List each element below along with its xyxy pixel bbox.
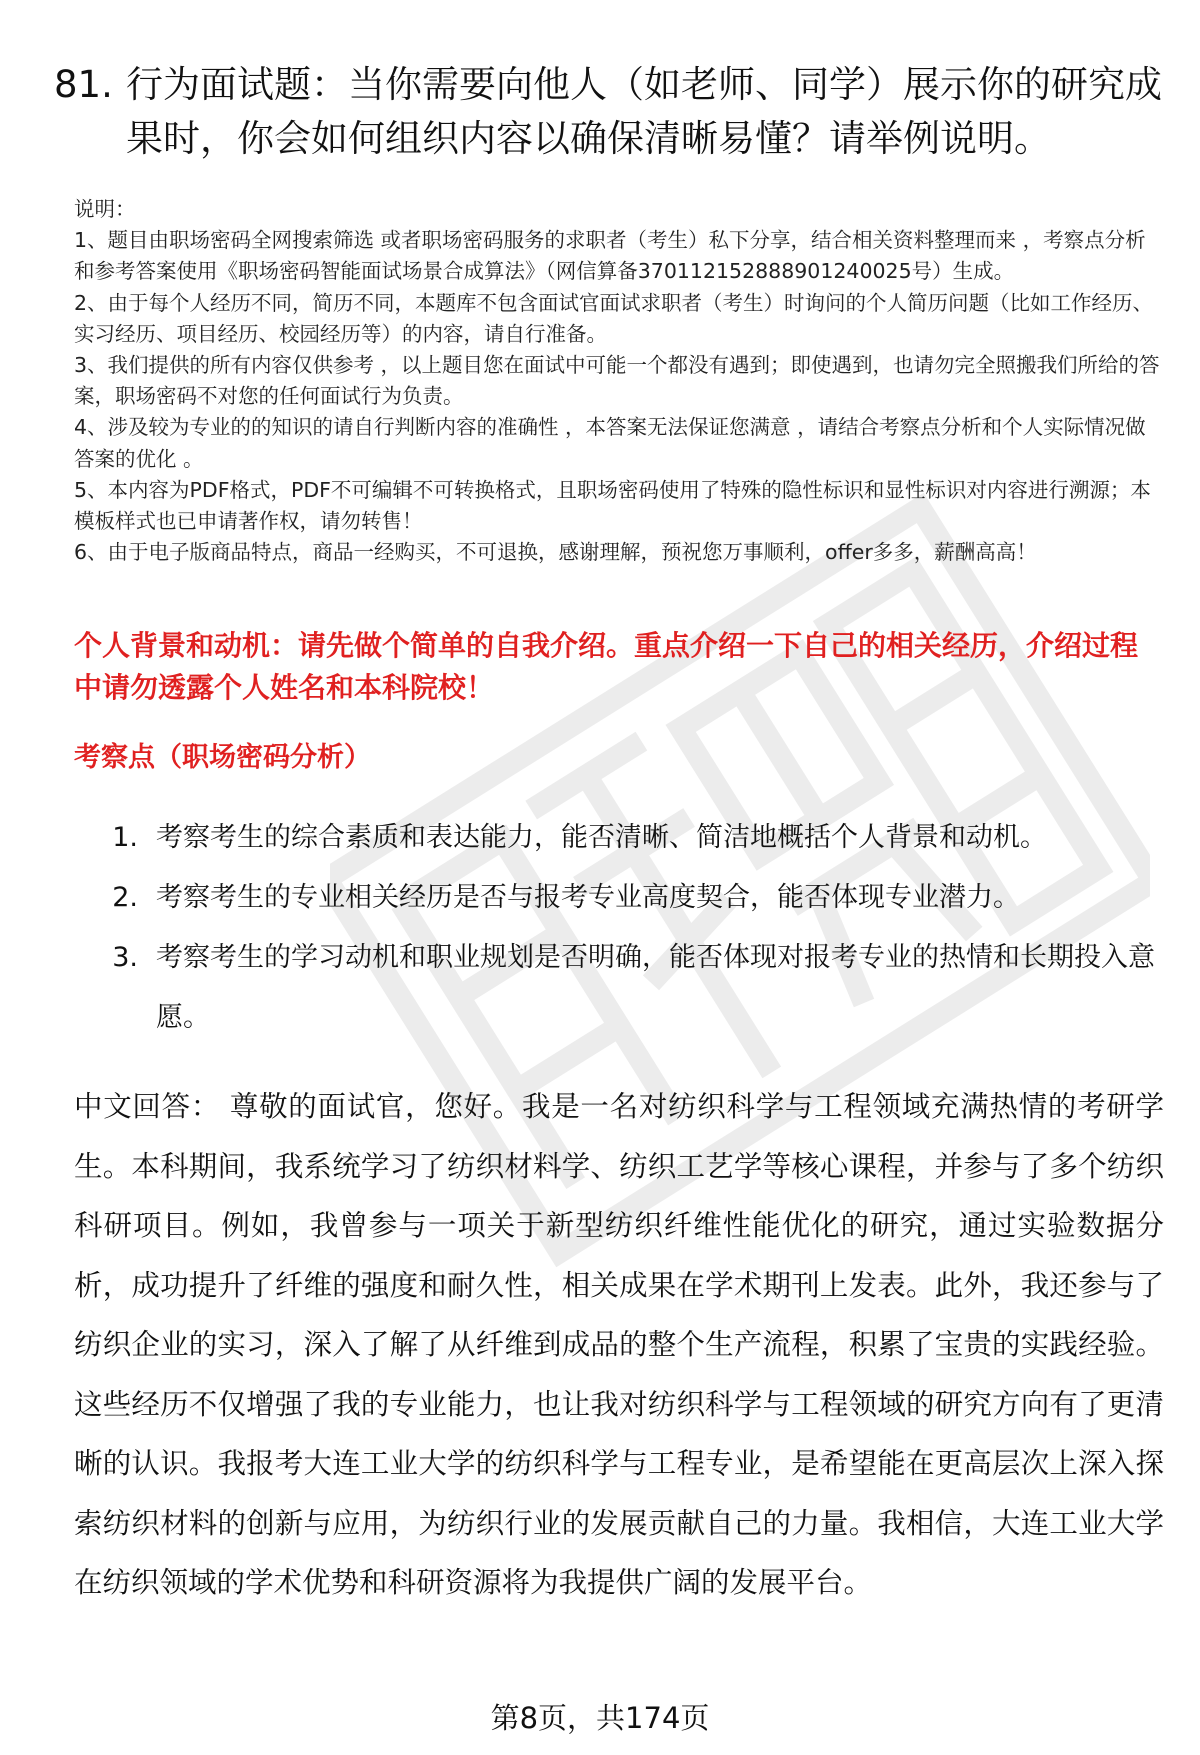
analysis-points xyxy=(74,808,1164,1048)
note-item: 2、由于每个人经历不同，简历不同，本题库不包含面试官面试求职者（考生）时询问的个人简历问题（比如工作经历、实习经历、项目经历、校园经历等）的内容，请自行准备。 xyxy=(74,290,1154,346)
note-item: 1、题目由职场密码全网搜索筛选 或者职场密码服务的求职者（考生）私下分享，结合相关资料整理而来 ，考察点分析和参考答案使用《职场密码智能面试场景合成算法》（网信算备370112152888901240025号）生成。 xyxy=(74,228,1146,284)
background-heading: 个人背景和动机：请先做个简单的自我介绍。重点介绍一下自己的相关经历，介绍过程中请勿透露个人姓名和本科院校！ xyxy=(74,629,1139,704)
note-item: 4、涉及较为专业的的知识的请自行判断内容的准确性 ，本答案无法保证您满意 ，请结合考察点分析和个人实际情况做答案的优化 。 xyxy=(74,415,1146,471)
note-item: 5、本内容为PDF格式，PDF不可编辑不可转换格式，且职场密码使用了特殊的隐性标识和显性标识对内容进行溯源；本模板样式也已申请著作权，请勿转售！ xyxy=(74,477,1151,534)
answer-text: 尊敬的面试官，您好。我是一名对纺织科学与工程领域充满热情的考研学生。本科期间，我系统学习了纺织材料学、纺织工艺学等核心课程，并参与了多个纺织科研项目。例如，我曾参与一项关于新型纺织纤维性能优化的研究，通过实验数据分析，成功提升了纤维的强度和耐久性，相关成果在学术期刊上发表。此外，我还参与了纺织企业的实习，深入了解了从纤维到成品的整个生产流程，积累了宝贵的实践经验。这些经历不仅增强了我的专业能力，也让我对纺织科学与工程领域的研究方向有了更清晰的认识。我报考大连工业大学的纺织科学与工程专业，是希望能在更高层次上深入探索纺织材料的创新与应用，为纺织行业的发展贡献自己的力量。我相信，大连工业大学在纺织领域的学术优势和科研资源将为我提供广阔的发展平台。 xyxy=(74,1090,1164,1599)
note-item: 6、由于电子版商品特点，商品一经购买，不可退换，感谢理解，预祝您万事顺利，offer多多，薪酬高高！ xyxy=(74,540,1037,565)
answer-label: 中文回答： xyxy=(74,1090,221,1123)
list-item xyxy=(74,868,1164,928)
list-item-number: 3. xyxy=(112,942,138,973)
list-item-text: 考察考生的专业相关经历是否与报考专业高度契合，能否体现专业潜力。 xyxy=(156,882,1020,913)
notes-title: 说明： xyxy=(74,197,136,221)
list-item xyxy=(74,808,1164,868)
list-item-text: 考察考生的综合素质和表达能力，能否清晰、简洁地概括个人背景和动机。 xyxy=(156,822,1047,853)
analysis-heading: 考察点（职场密码分析） xyxy=(74,742,371,773)
list-item xyxy=(74,928,1164,1048)
notes-section xyxy=(74,194,1164,568)
answer-paragraph xyxy=(74,1077,1164,1613)
list-item-number: 2. xyxy=(112,882,138,913)
question-heading xyxy=(54,58,1164,166)
list-item-number: 1. xyxy=(112,822,138,853)
question-number: 81. xyxy=(54,63,113,106)
page-footer: 第8页，共174页 xyxy=(490,1701,710,1735)
note-item: 3、我们提供的所有内容仅供参考 ，以上题目您在面试中可能一个都没有遇到；即使遇到，也请勿完全照搬我们所给的答案，职场密码不对您的任何面试行为负责。 xyxy=(74,353,1160,409)
list-item-text: 考察考生的学习动机和职业规划是否明确，能否体现对报考专业的热情和长期投入意愿。 xyxy=(156,942,1155,1033)
question-text: 行为面试题：当你需要向他人（如老师、同学）展示你的研究成果时，你会如何组织内容以确保清晰易懂？请举例说明。 xyxy=(126,63,1162,160)
